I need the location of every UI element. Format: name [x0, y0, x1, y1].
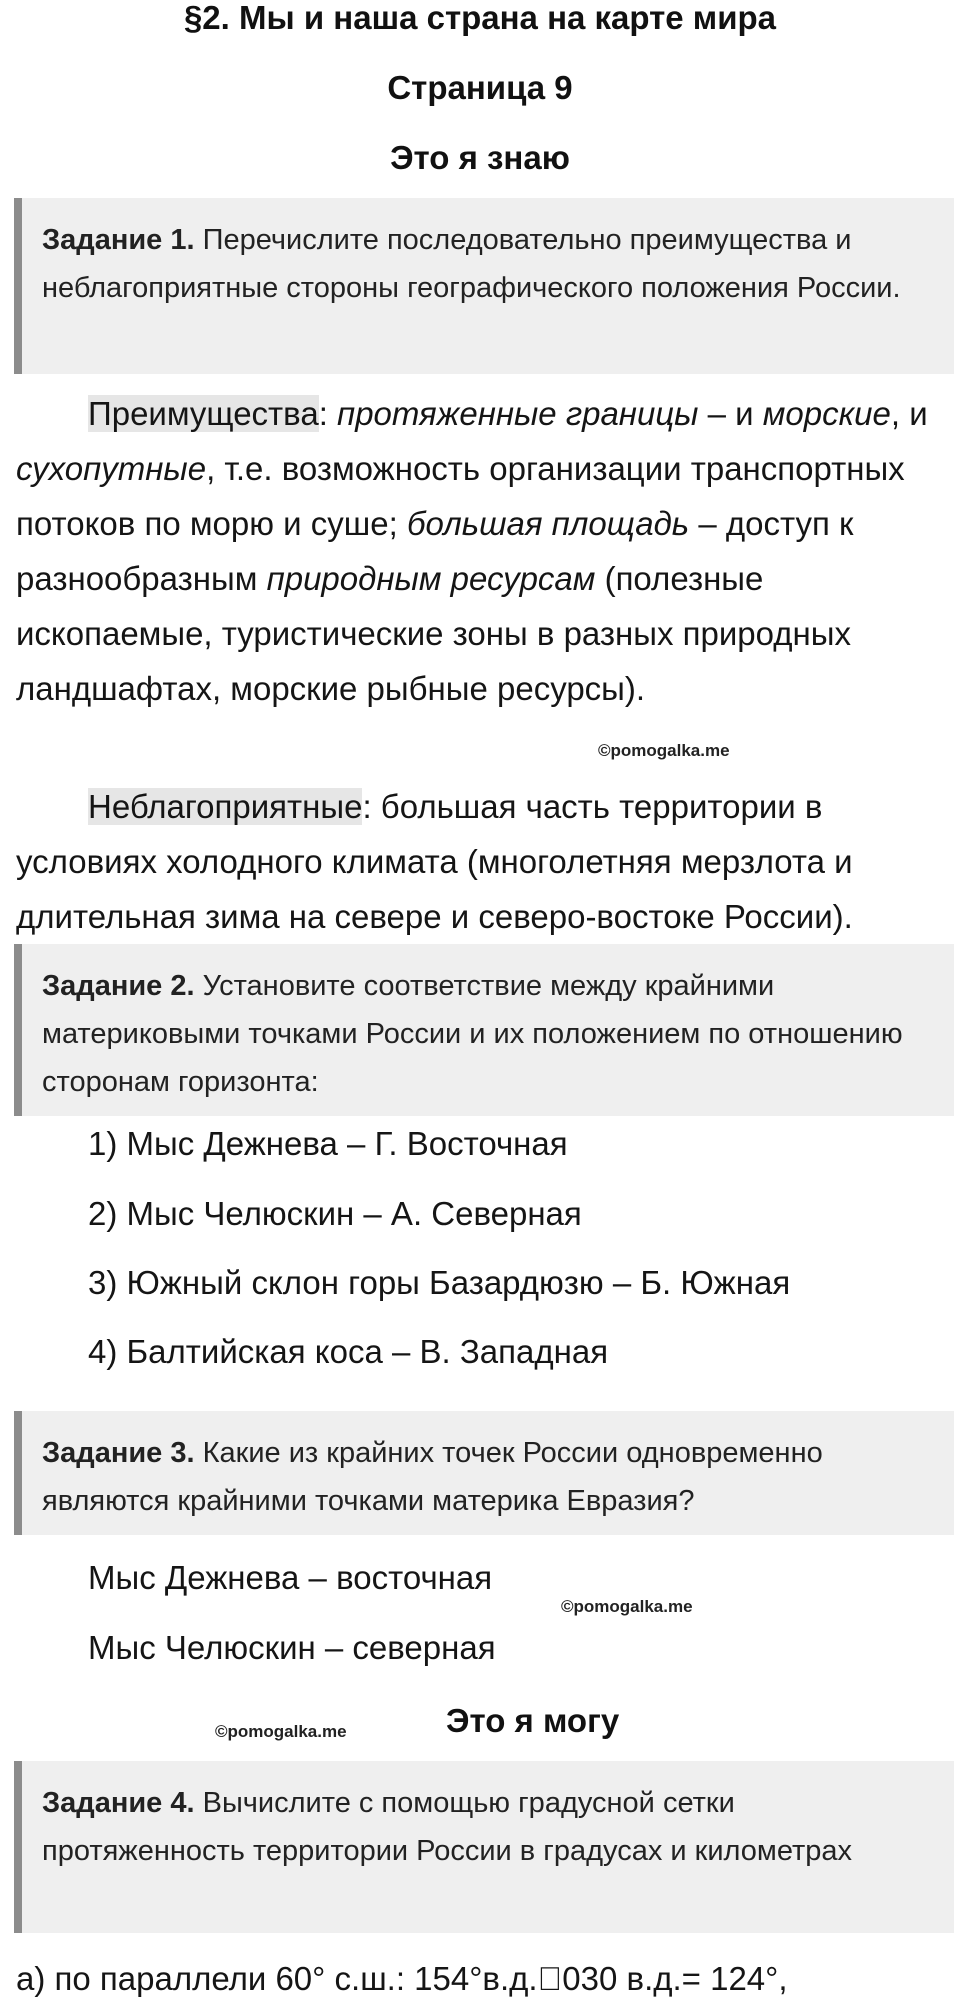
- task-4-label: Задание 4.: [42, 1787, 195, 1819]
- watermark: ©pomogalka.me: [598, 741, 730, 760]
- advantages-term: Преимущества: [88, 395, 319, 432]
- answer-4a-label: а): [16, 1960, 46, 1997]
- answer-4a: [16, 1951, 956, 2006]
- task-4-text: Вычислите с помощью градусной сетки протяженность территории России в градусах и километрах: [42, 1787, 853, 1867]
- disadvantages-text: : большая часть территории в условиях холодного климата (многолетняя мерзлота и длительная зима на севере и северо-востоке России).: [16, 788, 853, 935]
- adv-italic-3: сухопутные: [16, 450, 207, 487]
- adv-text-4: – доступ к разнообразным: [16, 505, 854, 597]
- subheading-can: Это я могу: [446, 1702, 620, 1739]
- subheading-know: Это я знаю: [390, 139, 570, 176]
- task-4-box: [14, 1761, 954, 1933]
- adv-text-2: , и: [890, 395, 928, 432]
- task-1-label: Задание 1.: [42, 224, 195, 256]
- section-title: §2. Мы и наша страна на карте мира: [183, 0, 777, 36]
- answer-1-advantages: [16, 386, 956, 716]
- answer-4a-text: по параллели 60° с.ш.: 154°в.д. 030 в.д.= 124°,: [45, 1960, 788, 1997]
- watermark-3: ©pomogalka.me: [215, 1722, 347, 1741]
- adv-italic-1: протяженные границы: [337, 395, 699, 432]
- match-item-4: 4) Балтийская коса – В. Западная: [88, 1333, 609, 1370]
- adv-italic-2: морские: [762, 395, 891, 432]
- task-1-text: Перечислите последовательно преимущества и неблагоприятные стороны географического положения России.: [42, 224, 901, 304]
- adv-italic-4: большая площадь: [406, 505, 690, 542]
- disadvantages-term: Неблагоприятные: [88, 788, 363, 825]
- adv-text-5: (полезные ископаемые, туристические зоны в разных природных ландшафтах, морские рыбные ресурсы).: [16, 560, 851, 707]
- match-item-3: 3) Южный склон горы Базардюзю – Б. Южная: [88, 1264, 791, 1301]
- page-label: Страница 9: [387, 69, 573, 106]
- advantages-colon: :: [318, 395, 338, 432]
- task-3-box: [14, 1411, 954, 1535]
- match-item-2: 2) Мыс Челюскин – А. Северная: [88, 1195, 582, 1232]
- adv-italic-5: природным ресурсам: [266, 560, 596, 597]
- task-3-label: Задание 3.: [42, 1437, 195, 1469]
- task-2-label: Задание 2.: [42, 970, 195, 1002]
- adv-text-3: , т.е. возможность организации транспортных потоков по морю и суше;: [16, 450, 905, 542]
- match-item-1: 1) Мыс Дежнева – Г. Восточная: [88, 1125, 568, 1162]
- adv-text-1: – и: [698, 395, 763, 432]
- answer-3-item-1: Мыс Дежнева – восточная: [88, 1559, 493, 1596]
- task-1-box: [14, 198, 954, 374]
- task-3-text: Какие из крайних точек России одновременно являются крайними точками материка Евразия?: [42, 1437, 823, 1517]
- task-2-text: Установите соответствие между крайними материковыми точками России и их положением по отношению сторонам горизонта:: [42, 970, 903, 1098]
- answer-3-item-2: Мыс Челюскин – северная: [88, 1629, 496, 1666]
- task-2-box: [14, 944, 954, 1116]
- answer-1-disadvantages: [16, 779, 956, 944]
- watermark-2: ©pomogalka.me: [561, 1597, 693, 1616]
